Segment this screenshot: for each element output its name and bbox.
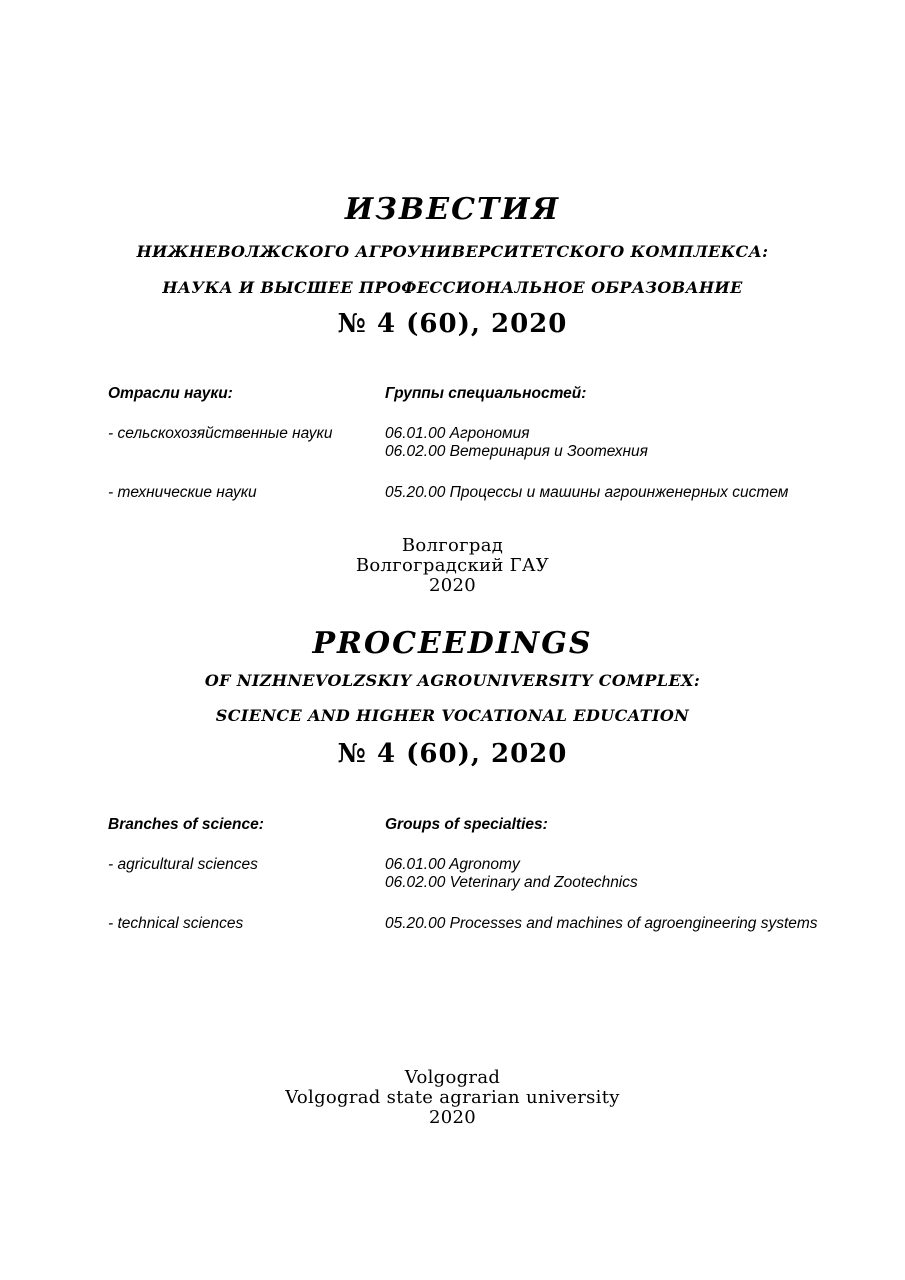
imprint-publisher-en: Volgograd state agrarian university xyxy=(285,1087,620,1108)
imprint-city-en: Volgograd xyxy=(404,1067,501,1088)
issue-number-ru: № 4 (60), 2020 xyxy=(337,309,568,339)
specialty-item: 06.02.00 Ветеринария и Зоотехния xyxy=(385,443,648,460)
specialty-item: 05.20.00 Processes and machines of agroengineering systems xyxy=(385,915,818,932)
science-branches-table-en xyxy=(108,816,820,933)
journal-subtitle-en-line1: OF NIZHNEVOLZSKIY AGROUNIVERSITY COMPLEX: xyxy=(204,671,701,690)
specialty-item: 05.20.00 Процессы и машины агроинженерных систем xyxy=(385,484,789,501)
imprint-ru xyxy=(0,536,905,596)
specialty-list xyxy=(385,856,820,892)
journal-subtitle-en-line2: SCIENCE AND HIGHER VOCATIONAL EDUCATION xyxy=(215,706,690,725)
branches-header-en: Branches of science: xyxy=(108,816,264,833)
specialties-header-en: Groups of specialties: xyxy=(385,816,548,833)
specialties-header-ru: Группы специальностей: xyxy=(385,385,587,402)
journal-title-en: PROCEEDINGS xyxy=(312,626,593,661)
journal-title-ru: ИЗВЕСТИЯ xyxy=(344,192,561,227)
journal-subtitle-ru-line2: НАУКА И ВЫСШЕЕ ПРОФЕССИОНАЛЬНОЕ ОБРАЗОВАНИЕ xyxy=(162,278,743,297)
specialty-list xyxy=(385,425,820,461)
imprint-year-en: 2020 xyxy=(428,1107,476,1128)
journal-subtitle-ru-line1: НИЖНЕВОЛЖСКОГО АГРОУНИВЕРСИТЕТСКОГО КОМПЛЕКСА: xyxy=(136,242,769,261)
branch-label: - agricultural sciences xyxy=(108,856,258,873)
branch-label: - сельскохозяйственные науки xyxy=(108,425,333,442)
science-branches-table-ru xyxy=(108,385,820,502)
specialty-list xyxy=(385,915,820,933)
imprint-year-ru: 2020 xyxy=(428,575,476,596)
specialty-item: 06.01.00 Агрономия xyxy=(385,425,530,442)
imprint-city-ru: Волгоград xyxy=(401,535,504,556)
specialty-list xyxy=(385,484,820,502)
branch-label: - technical sciences xyxy=(108,915,244,932)
table-header-row xyxy=(108,385,820,403)
imprint-publisher-ru: Волгоградский ГАУ xyxy=(355,555,550,576)
specialty-item: 06.02.00 Veterinary and Zootechnics xyxy=(385,874,638,891)
table-row xyxy=(108,915,820,933)
branch-label: - технические науки xyxy=(108,484,257,501)
table-row xyxy=(108,425,820,461)
issue-number-en: № 4 (60), 2020 xyxy=(337,739,568,769)
table-header-row xyxy=(108,816,820,834)
branches-header-ru: Отрасли науки: xyxy=(108,385,233,402)
table-row xyxy=(108,484,820,502)
table-row xyxy=(108,856,820,892)
specialty-item: 06.01.00 Agronomy xyxy=(385,856,520,873)
imprint-en xyxy=(0,1068,905,1128)
